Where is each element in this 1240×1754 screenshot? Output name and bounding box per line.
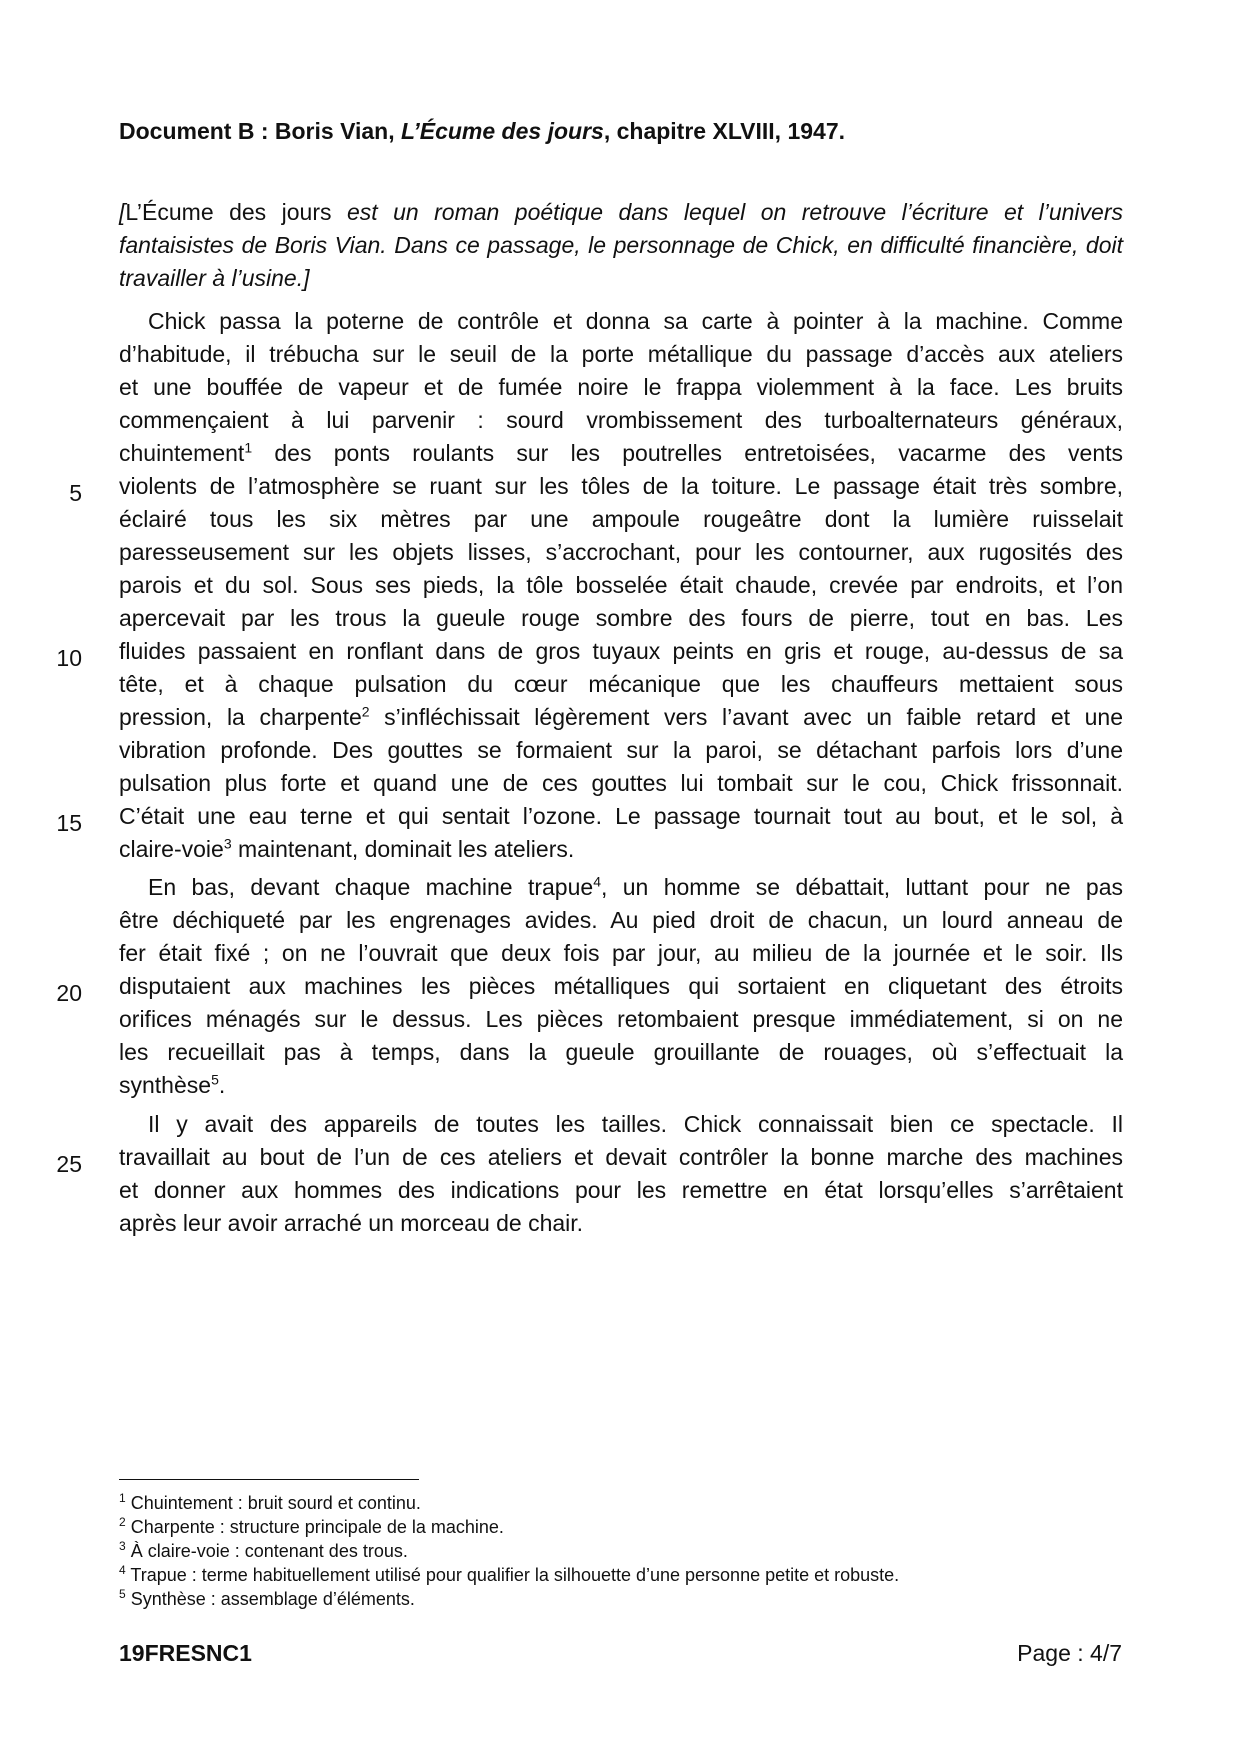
footnote-ref: 4: [593, 873, 601, 890]
text-line: commençaient à lui parvenir : sourd vrombissement des turboalternateurs généraux,: [119, 407, 1123, 433]
text-line: paresseusement sur les objets lisses, s’accrochant, pour les contourner, aux rugosités des: [119, 539, 1123, 565]
text-line: fer était fixé ; on ne l’ouvrait que deux fois par jour, au milieu de la journée et le soir. Ils: [119, 940, 1123, 966]
footnote-ref: 2: [361, 703, 370, 720]
text-line: les recueillait pas à temps, dans la gueule grouillante de rouages, où s’effectuait la: [119, 1039, 1123, 1065]
text-line: chuintement$^1$ des ponts roulants sur les poutrelles entretoisées, vacarme des vents: [119, 439, 1123, 466]
document-title: Document B : Boris Vian, L’Écume des jours, chapitre XLVIII, 1947.: [119, 118, 846, 144]
text-line: éclairé tous les six mètres par une ampoule rougeâtre dont la lumière ruisselait: [119, 506, 1123, 532]
text-line: En bas, devant chaque machine trapue$^4$, un homme se débattait, luttant pour ne pas: [148, 873, 1123, 900]
text-line: d’habitude, il trébucha sur le seuil de la porte métallique du passage d’accès aux ateliers: [119, 341, 1123, 367]
intro-paragraph: [L’Écume des jours est un roman poétique dans lequel on retrouve l’écriture et l’univers fantaisistes de Boris Vian. Dans ce passage, le personnage de Chick, en difficulté financière, doit travailler à l’usine.]: [119, 199, 1123, 291]
text-line: vibration profonde. Des gouttes se formaient sur la paroi, se détachant parfois lors d’une: [119, 737, 1123, 763]
footnote: $^2$ Charpente : structure principale de la machine.: [119, 1515, 504, 1537]
text-line: après leur avoir arraché un morceau de chair.: [119, 1210, 584, 1236]
footnote: $^3$ À claire-voie : contenant des trous.: [119, 1539, 408, 1561]
exam-code: 19FRESNC1: [119, 1640, 252, 1666]
text-line: parois et du sol. Sous ses pieds, la tôle bosselée était chaude, crevée par endroits, et l’on: [119, 572, 1123, 598]
text-line: violents de l’atmosphère se ruant sur les tôles de la toiture. Le passage était très sombre,: [119, 473, 1123, 499]
footnote-ref: 5: [211, 1071, 219, 1088]
text-line: orifices ménagés sur le dessus. Les pièces retombaient presque immédiatement, si on ne: [119, 1006, 1123, 1032]
footnote: $^1$ Chuintement : bruit sourd et continu.: [119, 1491, 421, 1513]
footnote-ref: 3: [223, 835, 232, 852]
text-line: tête, et à chaque pulsation du cœur mécanique que les chauffeurs mettaient sous: [119, 671, 1123, 697]
text-line: pression, la charpente$^2$ s’infléchissait légèrement vers l’avant avec un faible retard et une: [119, 703, 1123, 730]
text-line: et une bouffée de vapeur et de fumée noire le frappa violemment à la face. Les bruits: [119, 374, 1123, 400]
text-line: et donner aux hommes des indications pour les remettre en état lorsqu’elles s’arrêtaient: [119, 1177, 1123, 1203]
text-line: être déchiqueté par les engrenages avides. Au pied droit de chacun, un lourd anneau de: [119, 907, 1123, 933]
line-number: 5: [69, 480, 82, 506]
line-number: 15: [56, 810, 82, 836]
line-number: 10: [56, 645, 82, 671]
footnote: $^5$ Synthèse : assemblage d’éléments.: [119, 1587, 415, 1609]
page-number: Page : 4/7: [1017, 1640, 1122, 1666]
text-line: fluides passaient en ronflant dans de gros tuyaux peints en gris et rouge, au-dessus de sa: [119, 638, 1123, 664]
text-line: Il y avait des appareils de toutes les tailles. Chick connaissait bien ce spectacle. Il: [148, 1111, 1123, 1137]
text-line: Chick passa la poterne de contrôle et donna sa carte à pointer à la machine. Comme: [148, 308, 1123, 334]
text-line: travaillait au bout de l’un de ces ateliers et devait contrôler la bonne marche des machines: [119, 1144, 1123, 1170]
line-number: 20: [56, 980, 82, 1006]
footnote-divider: [119, 1479, 419, 1480]
text-line: pulsation plus forte et quand une de ces gouttes lui tombait sur le cou, Chick frissonnait.: [119, 770, 1123, 796]
footnote-ref: 1: [244, 439, 253, 456]
work-title: L’Écume des jours: [401, 118, 604, 144]
text-line: disputaient aux machines les pièces métalliques qui sortaient en cliquetant des étroits: [119, 973, 1123, 999]
line-number: 25: [56, 1151, 82, 1177]
text-line: claire-voie$^3$ maintenant, dominait les ateliers.: [119, 835, 575, 862]
text-line: apercevait par les trous la gueule rouge sombre des fours de pierre, tout en bas. Les: [119, 605, 1123, 631]
footnote: $^4$ Trapue : terme habituellement utilisé pour qualifier la silhouette d’une personne petite et robuste.: [119, 1563, 900, 1585]
text-line: synthèse$^5$.: [119, 1071, 226, 1098]
text-line: C’était une eau terne et qui sentait l’ozone. Le passage tournait tout au bout, et le sol, à: [119, 803, 1123, 829]
